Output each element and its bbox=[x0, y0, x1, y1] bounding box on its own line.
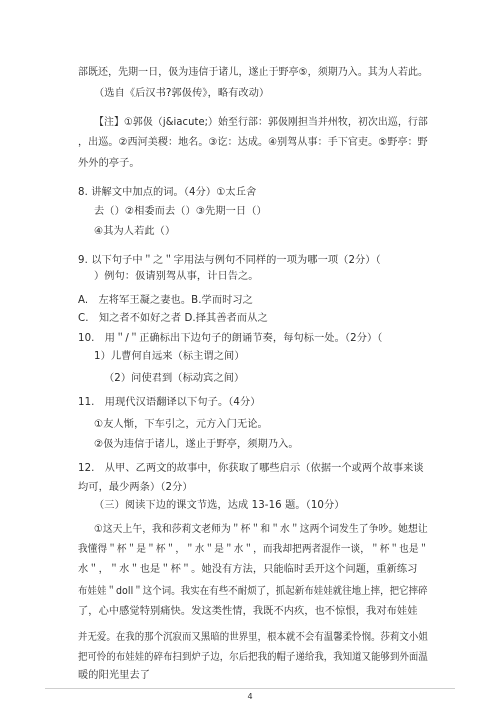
passage-line: 把可怜的布娃娃的碎布扫到炉子边，尔后把我的帽子递给我，我知道又能够到外面温 bbox=[78, 652, 428, 663]
question-12-cont: 均可，最少两条）（2分） bbox=[78, 482, 193, 493]
question-11: 11. 用现代汉语翻译以下句子。（4分） bbox=[78, 397, 261, 408]
question-10-item-2: （2）问使君到（标动宾之间） bbox=[104, 373, 245, 384]
question-11-item-1: ①友人惭，下车引之，元方入门无论。 bbox=[94, 419, 268, 430]
question-10: 10. 用＂/＂正确标出下边句子的朗诵节奏，每句标一处。（2分）（ bbox=[78, 333, 383, 344]
passage-line: 并无爱。在我的那个沉寂而又黑暗的世界里，根本就不会有温馨柔怜悯。莎莉文小姐 bbox=[78, 632, 428, 643]
page-number: 4 bbox=[247, 692, 253, 701]
source-citation: （选自《后汉书?郭伋传》，略有改动） bbox=[94, 88, 270, 99]
passage-line: 暖的阳光里去了 bbox=[78, 670, 151, 681]
passage-line: 水＂，＂水＂也是＂杯＂。她没有方法，只能临时丢开这个问题，重新练习 bbox=[78, 564, 418, 575]
question-8-blanks: ④其为人若此（） bbox=[94, 226, 176, 237]
question-8-blanks: 去（）②相委而去（）③先期一日（） bbox=[94, 206, 267, 217]
annotation-line: ，出巡。②西河美稷：地名。③讫：达成。④别驾从事：手下官吏。⑤野亭：野 bbox=[78, 137, 428, 148]
passage-line: 布娃娃＂doll＂这个词。我实在有些不耐烦了，抓起新布娃娃就往地上摔，把它摔碎 bbox=[78, 586, 428, 597]
passage-line: ①这天上午，我和莎莉文老师为＂杯＂和＂水＂这两个词发生了争吵。她想让 bbox=[94, 524, 428, 535]
annotation-line: 外外的亭子。 bbox=[78, 158, 140, 169]
section-heading: （三）阅读下边的课文节选，达成 13-16 题。（10分） bbox=[94, 500, 345, 511]
option-cd: C. 知之者不如好之者 D.择其善者而从之 bbox=[78, 313, 268, 324]
question-11-item-2: ②伋为违信于诸儿，遂止于野亭，须期乃入。 bbox=[94, 439, 299, 450]
question-12: 12. 从甲、乙两文的故事中，你获取了哪些启示（依据一个或两个故事来谈 bbox=[78, 463, 424, 474]
passage-line: 我懂得＂杯＂是＂杯＂，＂水＂是＂水＂，而我却把两者混作一谈，＂杯＂也是＂ bbox=[78, 544, 429, 555]
footer-divider bbox=[45, 688, 455, 689]
option-ab: A. 左将军王凝之妻也。B.学而时习之 bbox=[78, 295, 253, 306]
question-9: 9. 以下句子中＂之＂字用法与例句不同样的一项为哪一项（2分）（ bbox=[78, 255, 381, 266]
text-line: 部既还，先期一日，伋为违信于诸儿，遂止于野亭⑤，须期乃入。其为人若此。 bbox=[78, 67, 429, 78]
question-10-item-1: 1）儿曹何自远来（标主谓之间） bbox=[94, 351, 245, 362]
annotation-line: 【注】①郭伋（j&iacute;）始至行部：郭伋刚担当并州牧，初次出巡，行部 bbox=[94, 117, 428, 128]
question-9-example: ）例句：伋请别驾从事，计日告之。 bbox=[94, 271, 259, 282]
question-8: 8. 讲解文中加点的词。（4分）①太丘舍 bbox=[78, 187, 257, 198]
passage-line: 了，心中感觉特别痛快。发这类性情，我既不内疚，也不惊恨，我对布娃娃 bbox=[78, 606, 418, 617]
